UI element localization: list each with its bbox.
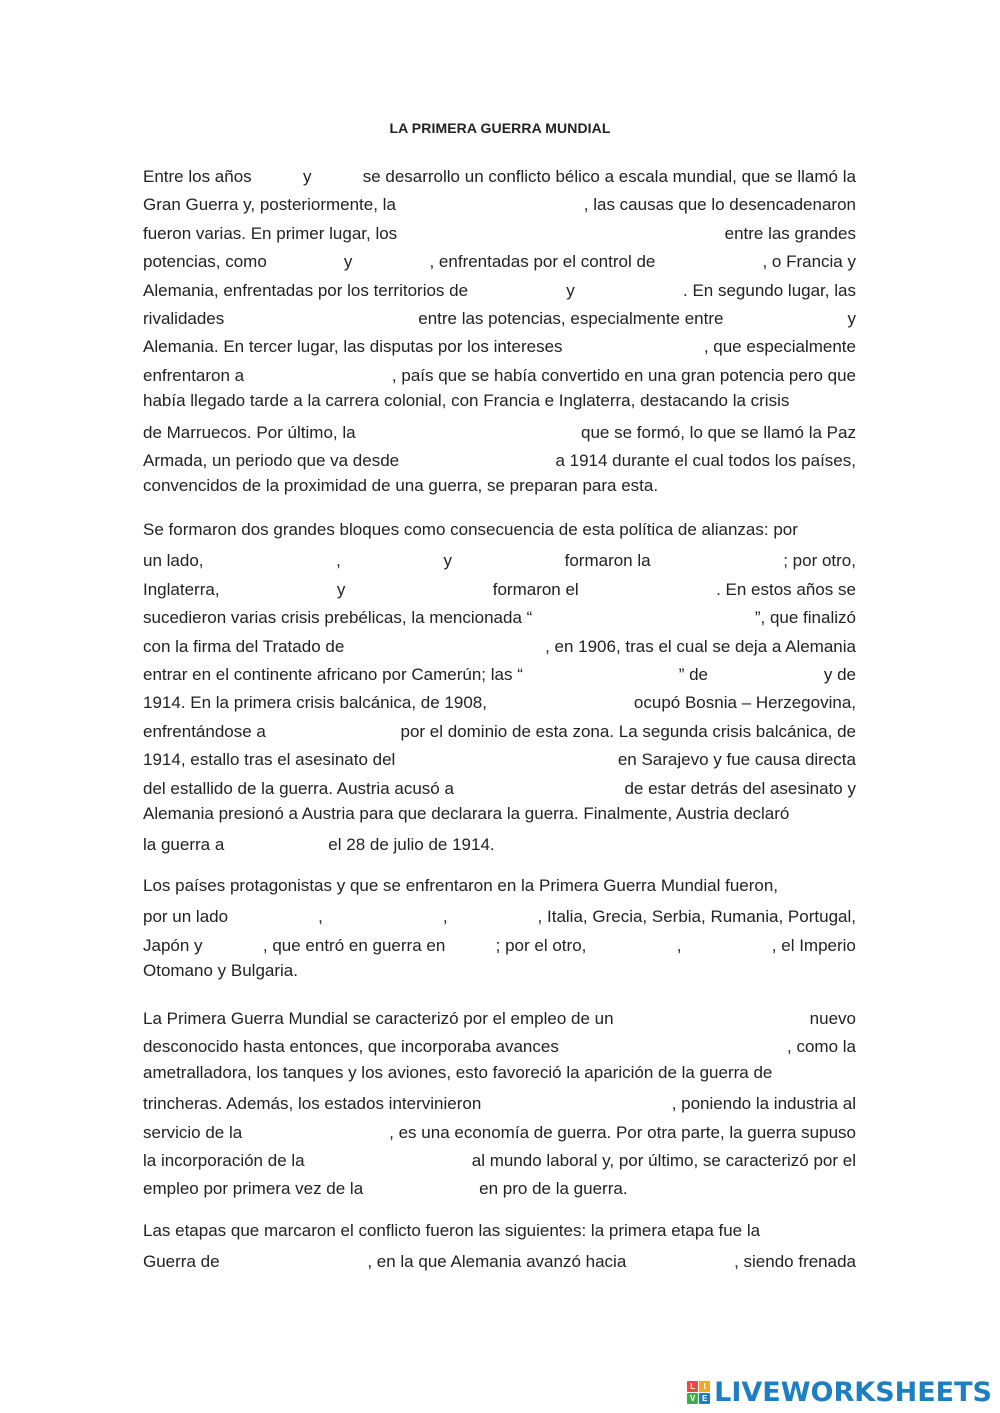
paragraph-4 [143, 1002, 856, 1201]
text-segment: entre las grandes [724, 223, 856, 243]
text-segment: , país que se había convertido en una gran potencia pero que [391, 365, 856, 385]
blank-field[interactable] [559, 1030, 787, 1052]
blank-field[interactable] [602, 929, 662, 951]
text-segment: por un lado [143, 907, 229, 927]
blank-field[interactable] [393, 416, 543, 438]
text-line [143, 330, 856, 358]
text-segment: ” de [678, 664, 709, 684]
blank-field[interactable] [731, 658, 801, 680]
blank-field[interactable] [362, 544, 422, 566]
text-segment: , [442, 907, 448, 927]
logo-mark-tile: E [699, 1393, 710, 1404]
blank-field[interactable] [271, 1116, 361, 1138]
text-segment: , en la que Alemania avanzó hacia [367, 1252, 627, 1272]
blank-field[interactable] [492, 274, 542, 296]
text-segment: empleo por primera vez de la [143, 1179, 364, 1199]
text-segment: ”, que finalizó [754, 608, 856, 628]
text-line [143, 743, 856, 771]
text-line [143, 359, 856, 387]
text-line [143, 274, 856, 302]
blank-field[interactable] [298, 715, 368, 737]
blank-field[interactable] [640, 1245, 720, 1267]
text-segment: ; por el otro, [495, 935, 587, 955]
paragraph-1 [143, 160, 856, 501]
text-segment: , como la [787, 1037, 856, 1057]
text-line [143, 828, 856, 856]
blank-field[interactable] [218, 929, 248, 951]
text-line [143, 601, 856, 629]
text-segment: en pro de la guerra. [479, 1179, 628, 1199]
text-line [143, 715, 856, 743]
text-segment: y [343, 252, 353, 272]
text-segment: formaron la [564, 551, 651, 571]
text-segment: sucedieron varias crisis prebélicas, la mencionada “ [143, 608, 533, 628]
text-segment: ; por otro, [783, 551, 856, 571]
text-segment: Los países protagonistas y que se enfrentaron en la Primera Guerra Mundial fueron, [143, 876, 779, 895]
text-segment: , Italia, Grecia, Serbia, Rumania, Portugal, [537, 907, 856, 927]
text-line [143, 658, 856, 686]
blank-field[interactable] [422, 743, 592, 765]
text-line [143, 387, 856, 415]
logo-mark-icon [687, 1381, 710, 1404]
text-segment: enfrentándose a [143, 721, 266, 741]
blank-field[interactable] [328, 160, 346, 182]
text-segment: servicio de la [143, 1122, 243, 1142]
blank-field[interactable] [246, 302, 396, 324]
blank-field[interactable] [473, 544, 543, 566]
text-line [143, 1087, 856, 1115]
paragraph-2 [143, 516, 856, 857]
blank-field[interactable] [243, 900, 303, 922]
page-title: LA PRIMERA GUERRA MUNDIAL [389, 120, 611, 136]
text-segment: convencidos de la proximidad de una guerra, se preparan para esta. [143, 476, 659, 496]
text-segment: , [676, 935, 682, 955]
blank-field[interactable] [460, 929, 480, 951]
text-segment: , que especialmente [703, 337, 856, 357]
blank-field[interactable] [243, 573, 313, 595]
text-segment: nuevo [809, 1009, 856, 1028]
text-segment: , [336, 551, 341, 571]
text-segment: había llegado tarde a la carrera colonial, con Francia e Inglaterra, destacando la crisis [143, 391, 790, 411]
blank-field[interactable] [599, 274, 659, 296]
text-line [143, 160, 856, 188]
blank-field[interactable] [494, 772, 584, 794]
logo-mark-tile: I [699, 1381, 710, 1392]
text-line [143, 444, 856, 472]
text-line [143, 630, 856, 658]
text-line [143, 544, 856, 572]
blank-field[interactable] [463, 900, 523, 922]
text-segment: formaron el [492, 579, 579, 599]
text-segment: , las causas que lo desencadenaron [583, 195, 856, 215]
blank-field[interactable] [369, 573, 469, 595]
text-segment: , en 1906, tras el cual se deja a Alemania [545, 636, 856, 656]
blank-field[interactable] [268, 160, 286, 182]
blank-field[interactable] [447, 444, 507, 466]
logo-text: LIVEWORKSHEETS [714, 1376, 992, 1408]
blank-field[interactable] [363, 1172, 479, 1194]
text-segment: potencias, como [143, 252, 267, 272]
text-segment: . En segundo lugar, las [683, 280, 856, 300]
text-line [143, 245, 856, 273]
text-segment: y de [823, 664, 856, 684]
blank-field[interactable] [672, 544, 762, 566]
text-segment: en Sarajevo y fue causa directa [617, 750, 856, 770]
text-segment: Las etapas que marcaron el conflicto fueron las siguientes: la primera etapa fue la [143, 1221, 761, 1240]
text-segment: Se formaron dos grandes bloques como consecuencia de esta política de alianzas: por [143, 520, 798, 539]
text-segment: de estar detrás del asesinato y [624, 778, 856, 798]
text-segment: el 28 de julio de 1914. [328, 835, 495, 855]
text-segment: , es una economía de guerra. Por otra parte, la guerra supuso [389, 1122, 856, 1142]
text-line [143, 1030, 856, 1058]
text-line [143, 1002, 856, 1030]
text-line [143, 686, 856, 714]
text-segment: 1914, estallo tras el asesinato del [143, 750, 396, 770]
text-line [143, 516, 856, 544]
text-line [143, 929, 856, 957]
text-segment: , el Imperio [771, 935, 856, 955]
liveworksheets-logo[interactable] [687, 1375, 992, 1409]
text-segment: a 1914 durante el cual todos los países, [555, 450, 856, 470]
text-segment: rivalidades [143, 308, 225, 328]
text-segment: enfrentaron a [143, 365, 245, 385]
text-line [143, 302, 856, 330]
blank-field[interactable] [569, 601, 719, 623]
logo-mark-tile: L [687, 1381, 698, 1392]
blank-field[interactable] [338, 900, 428, 922]
text-segment: y [566, 280, 575, 300]
blank-field[interactable] [657, 1002, 767, 1024]
text-segment: Otomano y Bulgaria. [143, 961, 298, 981]
text-segment: de Marruecos. Por último, la [143, 422, 356, 442]
text-segment: ocupó Bosnia – Herzegovina, [633, 693, 856, 713]
text-segment: 1914. En la primera crisis balcánica, de 1908, [143, 693, 487, 713]
text-segment: y [302, 167, 312, 186]
text-segment: Guerra de [143, 1252, 220, 1272]
text-line [143, 1245, 856, 1273]
text-line [143, 1144, 856, 1172]
blank-field[interactable] [224, 828, 328, 850]
text-segment: , que entró en guerra en [262, 935, 446, 955]
text-line [143, 1059, 856, 1087]
text-segment: , o Francia y [762, 252, 856, 272]
text-line [143, 416, 856, 444]
text-segment: . En estos años se [716, 579, 856, 599]
blank-field[interactable] [591, 330, 676, 352]
blank-field[interactable] [276, 359, 361, 381]
text-segment: , [318, 907, 323, 927]
text-segment: desconocido hasta entonces, que incorporaba avances [143, 1037, 559, 1057]
blank-field[interactable] [697, 929, 757, 951]
text-segment: Armada, un periodo que va desde [143, 450, 400, 470]
text-segment: Alemania, enfrentadas por los territorios de [143, 280, 469, 300]
text-segment: del estallido de la guerra. Austria acusó a [143, 778, 454, 798]
blank-field[interactable] [385, 630, 505, 652]
blank-field[interactable] [348, 1144, 428, 1166]
text-line [143, 573, 856, 601]
text-segment: y [336, 579, 346, 599]
text-segment: un lado, [143, 551, 204, 571]
text-line [143, 872, 856, 900]
text-segment: y [847, 308, 856, 328]
text-segment: al mundo laboral y, por último, se caracterizó por el [471, 1150, 856, 1170]
blank-field[interactable] [745, 302, 825, 324]
text-line [143, 772, 856, 800]
text-segment: se desarrollo un conflicto bélico a escala mundial, que se llamó la [362, 167, 856, 186]
blank-field[interactable] [436, 217, 686, 239]
text-segment: la incorporación de la [143, 1150, 305, 1170]
blank-field[interactable] [225, 544, 315, 566]
text-segment: La Primera Guerra Mundial se caracterizó por el empleo de un [143, 1009, 614, 1028]
blank-field[interactable] [285, 245, 325, 267]
text-segment: Gran Guerra y, posteriormente, la [143, 195, 396, 215]
blank-field[interactable] [546, 658, 656, 680]
text-segment: , enfrentadas por el control de [429, 252, 656, 272]
blank-field[interactable] [233, 1245, 353, 1267]
text-segment: que se formó, lo que se llamó la Paz [581, 422, 856, 442]
text-line [143, 1172, 856, 1200]
blank-field[interactable] [602, 573, 692, 595]
blank-field[interactable] [512, 1087, 642, 1109]
blank-field[interactable] [674, 245, 744, 267]
text-segment: y [443, 551, 452, 571]
text-segment: ametralladora, los tanques y los aviones, esto favoreció la aparición de la guerra de [143, 1062, 773, 1082]
blank-field[interactable] [430, 188, 550, 210]
text-segment: entrar en el continente africano por Camerún; las “ [143, 664, 523, 684]
text-segment: trincheras. Además, los estados intervinieron [143, 1094, 482, 1114]
text-line [143, 217, 856, 245]
text-segment: Entre los años [143, 167, 252, 186]
text-segment: , poniendo la industria al [671, 1094, 856, 1114]
paragraph-3 [143, 872, 856, 986]
text-segment: Inglaterra, [143, 579, 220, 599]
text-segment: , siendo frenada [734, 1252, 856, 1272]
text-line [143, 1116, 856, 1144]
text-line [143, 1217, 856, 1245]
text-segment: por el dominio de esta zona. La segunda crisis balcánica, de [400, 721, 856, 741]
text-line [143, 472, 856, 500]
text-segment: con la firma del Tratado de [143, 636, 345, 656]
text-line [143, 957, 856, 985]
text-segment: Japón y [143, 935, 203, 955]
text-line [143, 188, 856, 216]
logo-mark-tile: V [687, 1393, 698, 1404]
paragraph-5 [143, 1217, 856, 1274]
text-line [143, 800, 856, 828]
text-segment: Alemania presionó a Austria para que declarara la guerra. Finalmente, Austria declaró [143, 803, 790, 823]
text-line [143, 900, 856, 928]
text-segment: la guerra a [143, 835, 225, 855]
blank-field[interactable] [525, 686, 595, 708]
blank-field[interactable] [371, 245, 411, 267]
text-segment: Alemania. En tercer lugar, las disputas por los intereses [143, 337, 563, 357]
text-segment: entre las potencias, especialmente entre [418, 308, 724, 328]
text-segment: fueron varias. En primer lugar, los [143, 223, 398, 243]
